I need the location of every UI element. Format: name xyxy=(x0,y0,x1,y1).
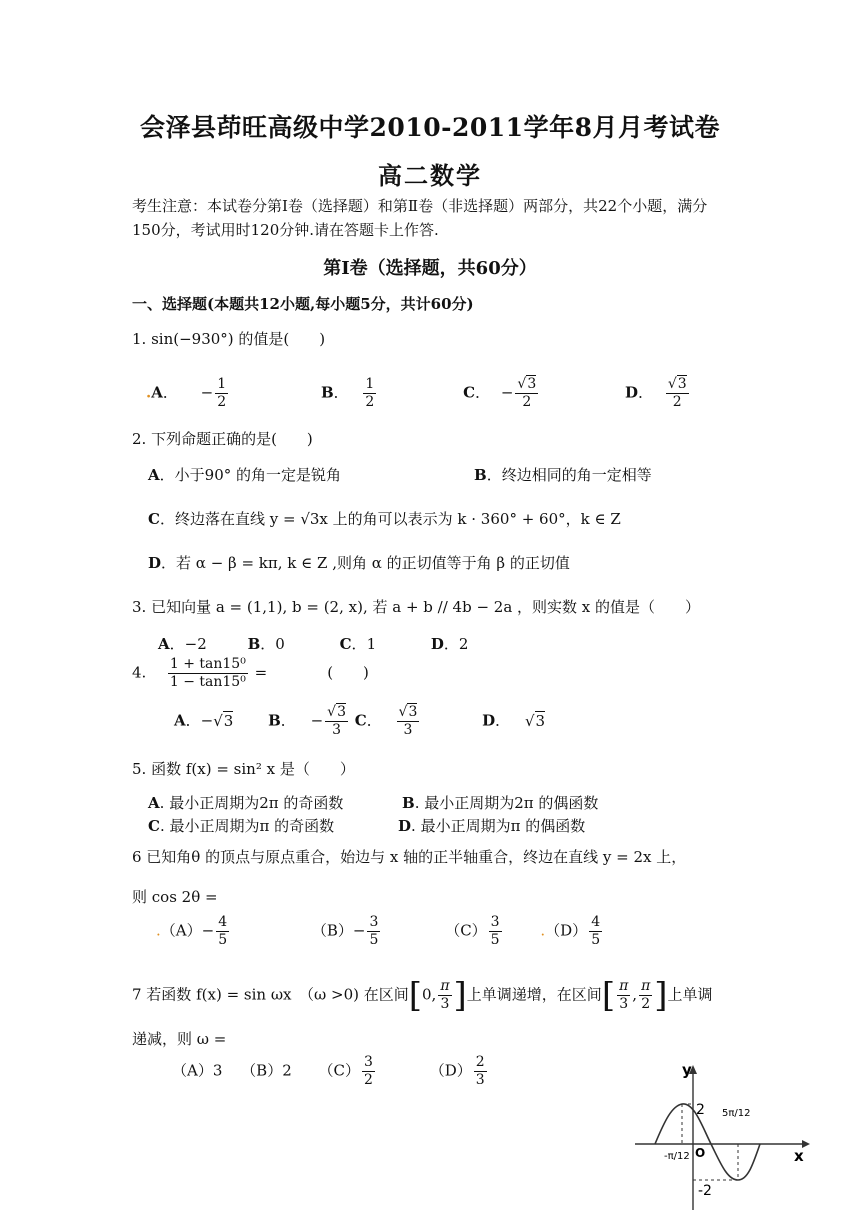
q3-option-a: −2 xyxy=(184,635,207,653)
exam-title: 会泽县茚旺高级中学2010-2011学年8月月考试卷 xyxy=(140,113,720,142)
q7-option-d: （D） xyxy=(429,1061,472,1080)
volume-heading: 第Ⅰ卷（选择题，共60分） xyxy=(323,258,537,279)
q5-option-c: C. 最小正周期为π 的奇函数 xyxy=(148,817,335,835)
q5-option-b-text: 最小正周期为2π 的偶函数 xyxy=(424,794,599,812)
q5-option-c-text: 最小正周期为π 的奇函数 xyxy=(169,817,335,835)
q2-stem: 2. 下列命题正确的是( ) xyxy=(132,430,313,448)
q7-stem-c: 上单调 xyxy=(667,985,713,1004)
q2-option-c-text: 终边落在直线 y = √3x 上的角可以表示为 k · 360° + 60°，k ∈ Z xyxy=(174,510,621,528)
q3-option-d: 2 xyxy=(458,635,469,653)
q5-option-a: A. 最小正周期为2π 的奇函数 xyxy=(148,794,344,812)
q7-option-b: （B）2 xyxy=(241,1061,292,1080)
q7-stem-b: 上单调递增，在区间 xyxy=(466,985,602,1004)
q4-options: A．−√ 3 B． − √ $\frac{3}{3}$ C． √ $\frac{3}{3}$ D． √ 3 xyxy=(174,704,545,739)
q2-option-b-text: 终边相同的角一定相等 xyxy=(501,466,652,484)
q3-options: A．−2 B．0 C．1 D．2 xyxy=(158,635,469,653)
q5-option-a-text: 最小正周期为2π 的奇函数 xyxy=(169,794,344,812)
q7-options: （A）3 （B）2 （C） $\frac{3}{2}$ （D） $\frac{2}{3}$ xyxy=(172,1054,485,1088)
q4-denominator: 1 − tan15⁰ xyxy=(169,674,246,690)
q4-number: 4. xyxy=(132,663,147,682)
q5-option-d-text: 最小正周期为π 的偶函数 xyxy=(420,817,586,835)
origin-label: O xyxy=(695,1146,706,1160)
q3-option-b: 0 xyxy=(275,635,285,653)
q4-tail: = ( ) xyxy=(254,663,369,682)
q2-option-d-text: 若 α − β = kπ, k ∈ Z ,则角 α 的正切值等于角 β 的正切值 xyxy=(176,554,570,572)
q1-stem: 1. sin(−930°) 的值是( ) xyxy=(132,330,326,348)
q2-option-a: A．小于90° 的角一定是锐角 xyxy=(148,466,342,484)
q2-option-c: C．终边落在直线 y = √3x 上的角可以表示为 k · 360° + 60°，k ∈ Z xyxy=(148,510,621,528)
q5-stem: 5. 函数 f(x) = sin² x 是（ ） xyxy=(132,760,355,778)
q5-option-d: D. 最小正周期为π 的偶函数 xyxy=(398,817,586,835)
left-tick-label: -π/12 xyxy=(664,1151,690,1162)
q4-stem xyxy=(132,656,369,691)
q2-option-a-text: 小于90° 的角一定是锐角 xyxy=(174,466,342,484)
max-value-label: 2 xyxy=(696,1102,705,1118)
q2-option-b: B．终边相同的角一定相等 xyxy=(474,466,652,484)
section-heading: 一、选择题(本题共12小题,每小题5分，共计60分) xyxy=(132,295,474,313)
y-axis-label: y xyxy=(682,1061,692,1079)
q6-stem-2: 则 cos 2θ = xyxy=(132,888,218,906)
q5-option-b: B. 最小正周期为2π 的偶函数 xyxy=(402,794,599,812)
q7-stem-2: 递减，则 ω = xyxy=(132,1030,227,1048)
q7-option-a: （A）3 xyxy=(172,1061,223,1080)
q7-option-c: （C） xyxy=(318,1061,361,1080)
q3-stem: 3. 已知向量 a = (1,1), b = (2, x), 若 a + b // 4b − 2a ，则实数 x 的值是（ ） xyxy=(132,598,701,616)
q6-options: .（A）− $\frac{4}{5}$ （B）− $\frac{3}{5}$ （C） $\frac{3}{5}$ .（D） $\frac{4}{5}$ xyxy=(156,914,601,948)
q7-stem: 7 若函数 f(x) = sin ωx （ω >0) 在区间[0, $\frac{\pi}{3}$ ]上单调递增，在区间[ $\frac{\pi}{3}$ , $\frac{\pi}{2}$ ]上单调 xyxy=(132,975,713,1016)
q3-option-c: 1 xyxy=(366,635,377,653)
right-tick-label: 5π/12 xyxy=(722,1108,751,1119)
q2-option-d: D．若 α − β = kπ, k ∈ Z ,则角 α 的正切值等于角 β 的正切值 xyxy=(148,554,570,572)
x-axis-label: x xyxy=(794,1147,804,1165)
q1-options: .A． − $\frac{1}{2}$ B． $\frac{1}{2}$ C． − √ $\frac{3}{2}$ D． √ $\frac{3}{2}$ xyxy=(146,376,691,411)
exam-subtitle: 高二数学 xyxy=(378,161,482,190)
exam-notice: 考生注意：本试卷分第Ⅰ卷（选择题）和第Ⅱ卷（非选择题）两部分，共22个小题，满分150分，考试用时120分钟.请在答题卡上作答. xyxy=(132,197,708,239)
q4-numerator: 1 + tan15⁰ xyxy=(169,656,246,672)
min-value-label: -2 xyxy=(698,1183,712,1199)
q7-stem-a: 7 若函数 f(x) = sin ωx （ω >0) 在区间 xyxy=(132,985,409,1004)
sine-graph-figure xyxy=(630,1060,820,1216)
q6-stem: 6 已知角θ 的顶点与原点重合，始边与 x 轴的正半轴重合，终边在直线 y = 2x 上， xyxy=(132,848,687,866)
